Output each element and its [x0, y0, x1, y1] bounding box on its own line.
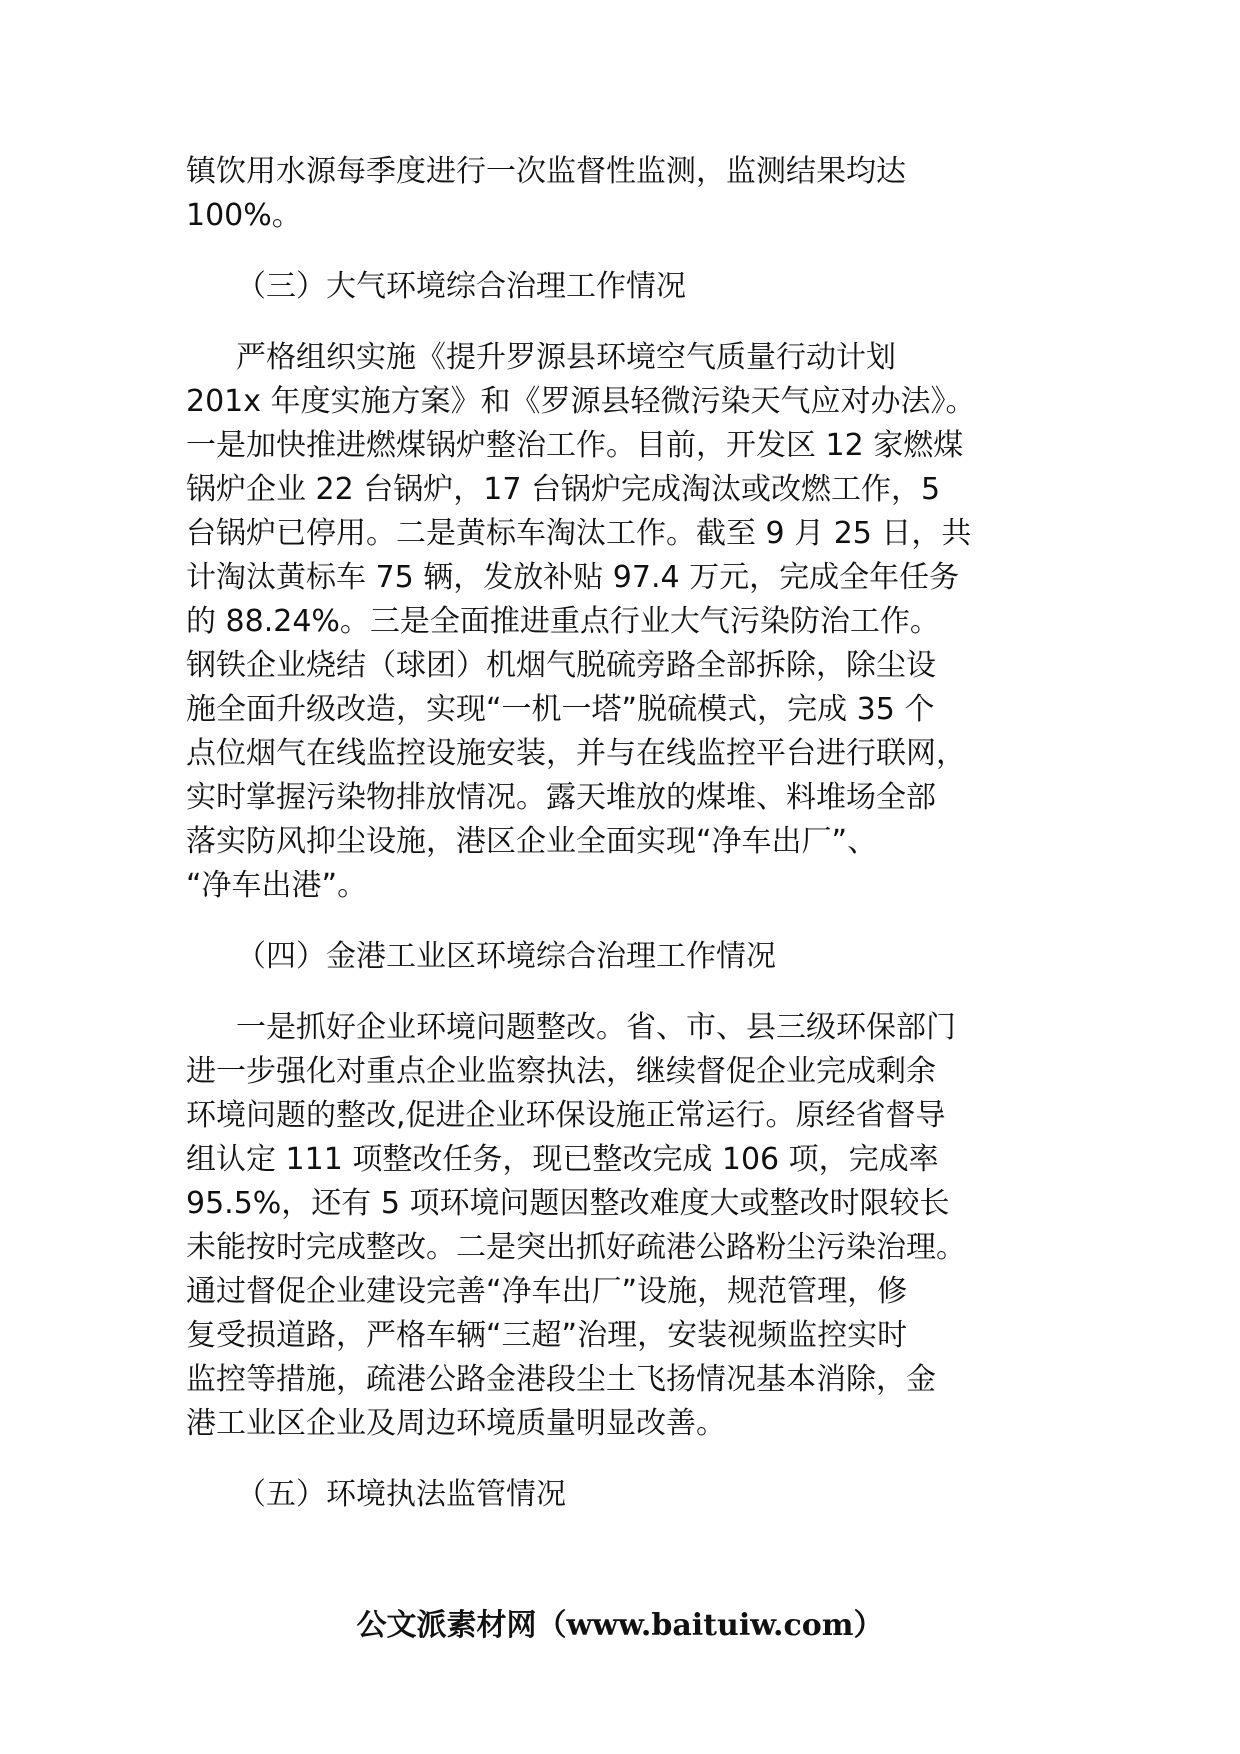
- text-line: 落实防风抑尘设施，港区企业全面实现“净车出厂”、: [186, 824, 878, 859]
- text-line: 钢铁企业烧结（球团）机烟气脱硫旁路全部拆除，除尘设: [186, 648, 936, 683]
- heading-text: （五）环境执法监管情况: [236, 1477, 566, 1512]
- text-line: 台锅炉已停用。二是黄标车淘汰工作。截至 9 月 25 日，共: [186, 516, 972, 551]
- text-line: 环境问题的整改,促进企业环保设施正常运行。原经省督导: [186, 1098, 946, 1133]
- text-line: 实时掌握污染物排放情况。露天堆放的煤堆、料堆场全部: [186, 780, 936, 815]
- text-line: 点位烟气在线监控设施安装，并与在线监控平台进行联网，: [186, 736, 966, 771]
- text-line: 进一步强化对重点企业监察执法，继续督促企业完成剩余: [186, 1054, 936, 1089]
- heading-text: （三）大气环境综合治理工作情况: [236, 269, 686, 304]
- text-line: 通过督促企业建设完善“净车出厂”设施，规范管理，修: [186, 1274, 908, 1309]
- section-heading: [186, 265, 1066, 309]
- heading-text: （四）金港工业区环境综合治理工作情况: [236, 939, 776, 974]
- text-line: 100%。: [186, 198, 302, 233]
- text-line: 一是抓好企业环境问题整改。省、市、县三级环保部门: [236, 1010, 956, 1045]
- text-line: 未能按时完成整改。二是突出抓好疏港公路粉尘污染治理。: [186, 1230, 966, 1265]
- text-line: 镇饮用水源每季度进行一次监督性监测，监测结果均达: [186, 154, 906, 189]
- text-line: 严格组织实施《提升罗源县环境空气质量行动计划: [236, 340, 896, 375]
- section-heading: [186, 1473, 1066, 1517]
- text-line: 组认定 111 项整改任务，现已整改完成 106 项，完成率: [186, 1142, 939, 1177]
- paragraph: [186, 150, 1066, 238]
- text-line: 95.5%，还有 5 项环境问题因整改难度大或整改时限较长: [186, 1186, 950, 1221]
- text-line: “净车出港”。: [186, 868, 368, 903]
- paragraph: [186, 1006, 1066, 1446]
- text-line: 计淘汰黄标车 75 辆，发放补贴 97.4 万元，完成全年任务: [186, 560, 960, 595]
- paragraph: [186, 336, 1066, 908]
- text-line: 监控等措施，疏港公路金港段尘土飞扬情况基本消除，金: [186, 1362, 936, 1397]
- text-line: 一是加快推进燃煤锅炉整治工作。目前，开发区 12 家燃煤: [186, 428, 964, 463]
- section-heading: [186, 935, 1066, 979]
- text-line: 201x 年度实施方案》和《罗源县轻微污染天气应对办法》。: [186, 384, 976, 419]
- text-line: 港工业区企业及周边环境质量明显改善。: [186, 1406, 726, 1441]
- document-body: [186, 150, 1066, 1517]
- text-line: 施全面升级改造，实现“一机一塔”脱硫模式，完成 35 个: [186, 692, 935, 727]
- text-line: 锅炉企业 22 台锅炉，17 台锅炉完成淘汰或改燃工作，5: [186, 472, 941, 507]
- text-line: 复受损道路，严格车辆“三超”治理，安装视频监控实时: [186, 1318, 908, 1353]
- footer-watermark: 公文派素材网（www.baituiw.com）: [356, 1608, 884, 1643]
- text-line: 的 88.24%。三是全面推进重点行业大气污染防治工作。: [186, 604, 940, 639]
